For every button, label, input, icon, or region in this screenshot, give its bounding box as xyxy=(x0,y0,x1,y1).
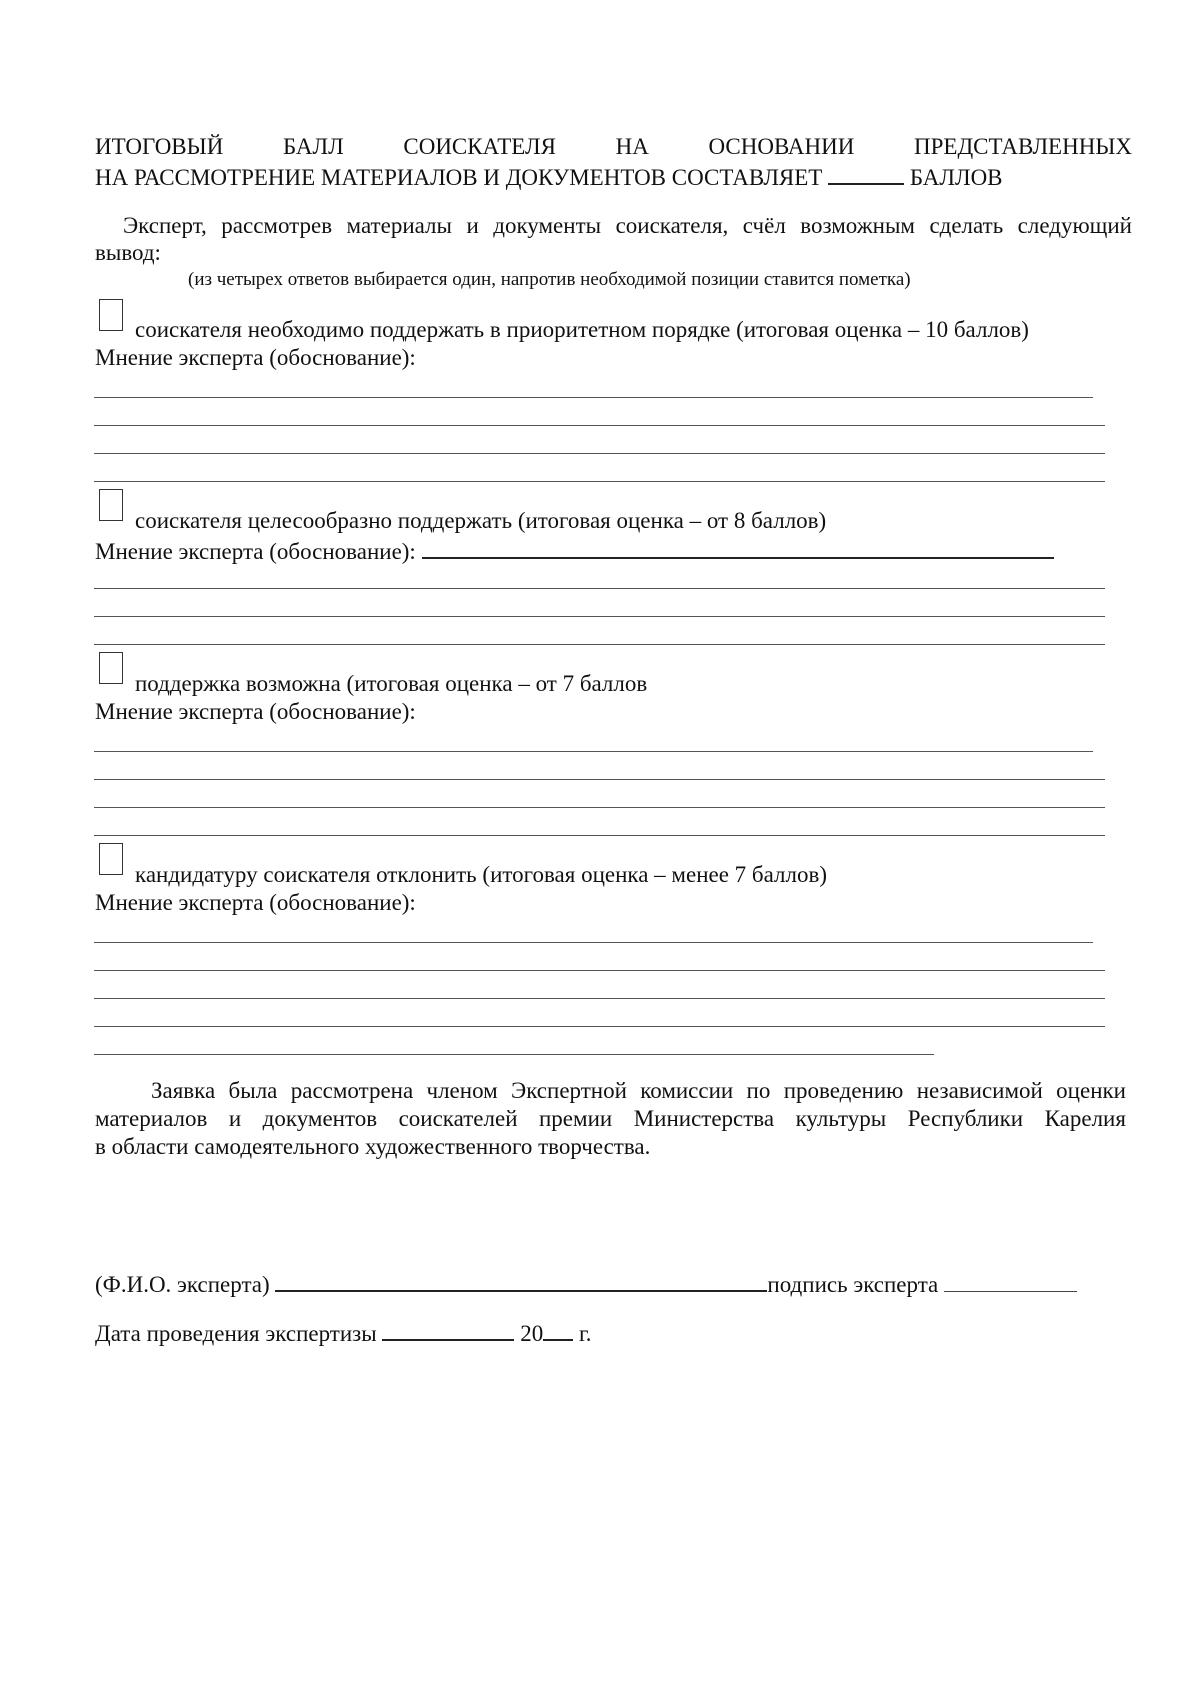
heading-word: ИТОГОВЫЙ xyxy=(95,134,224,159)
expertise-date-label: Дата проведения экспертизы xyxy=(95,1321,377,1346)
option-4-opinion-label: Мнение эксперта (обоснование): xyxy=(95,890,416,915)
option-1-opinion-line[interactable] xyxy=(94,453,1105,454)
option-4-checkbox[interactable] xyxy=(99,843,123,875)
expert-name-label: (Ф.И.О. эксперта) xyxy=(95,1272,270,1297)
option-1-opinion-line[interactable] xyxy=(94,397,1093,398)
final-score-heading-line2 xyxy=(95,161,1003,192)
option-3-opinion-line[interactable] xyxy=(94,835,1105,836)
expertise-date-field[interactable] xyxy=(382,1317,514,1341)
heading-suffix: БАЛЛОВ xyxy=(909,165,1003,190)
year-suffix: г. xyxy=(578,1321,592,1346)
heading-word: ПРЕДСТАВЛЕННЫХ xyxy=(914,134,1132,159)
conclusion-word: и xyxy=(228,1106,242,1131)
conclusion-word: Карелия xyxy=(1044,1106,1126,1131)
conclusion-line1: Заявка была рассмотрена членом Экспертной комиссии по проведению независимой оценки xyxy=(151,1078,1126,1103)
conclusion-word: премии xyxy=(539,1106,613,1131)
heading-word: СОИСКАТЕЛЯ xyxy=(403,134,556,159)
option-1-opinion-line[interactable] xyxy=(94,481,1105,482)
conclusion-word: Республики xyxy=(907,1106,1024,1131)
heading-word: НА xyxy=(615,134,649,159)
conclusion-word: документов xyxy=(262,1106,378,1131)
option-2-opinion-line[interactable] xyxy=(94,616,1105,617)
option-4-opinion-line[interactable] xyxy=(94,998,1105,999)
year-prefix: 20 xyxy=(520,1321,544,1346)
option-1-label: соискателя необходимо поддержать в приоритетном порядке (итоговая оценка – 10 баллов) xyxy=(135,317,1029,342)
option-4-opinion-line[interactable] xyxy=(94,970,1105,971)
heading-word: ОСНОВАНИИ xyxy=(708,134,855,159)
option-3-checkbox[interactable] xyxy=(99,652,123,684)
intro-note: (из четырех ответов выбирается один, напротив необходимой позиции ставится пометка) xyxy=(188,269,911,290)
conclusion-line2 xyxy=(95,1105,1126,1133)
option-3-opinion-label: Мнение эксперта (обоснование): xyxy=(95,699,416,724)
conclusion-word: материалов xyxy=(95,1106,208,1131)
option-4-opinion-line[interactable] xyxy=(94,1026,1105,1027)
intro-line1: Эксперт, рассмотрев материалы и документы соискателя, счёл возможным сделать следующий xyxy=(123,213,1132,238)
conclusion-word: Министерства xyxy=(633,1106,775,1131)
option-2-opinion-label xyxy=(95,535,1054,566)
heading-word: БАЛЛ xyxy=(282,134,344,159)
option-1-opinion-label: Мнение эксперта (обоснование): xyxy=(95,345,416,370)
option-3-opinion-line[interactable] xyxy=(94,779,1105,780)
option-1-checkbox[interactable] xyxy=(99,299,123,331)
intro-line2: вывод: xyxy=(95,240,161,265)
option-2-opinion-label-text: Мнение эксперта (обоснование): xyxy=(95,539,416,564)
option-2-opinion-inline-field[interactable] xyxy=(422,535,1054,559)
option-1-opinion-line[interactable] xyxy=(94,425,1105,426)
expert-signature-field[interactable] xyxy=(944,1269,1077,1292)
option-2-opinion-line[interactable] xyxy=(94,588,1105,589)
conclusion-line3: в области самодеятельного художественного творчества. xyxy=(95,1134,651,1159)
option-4-label: кандидатуру соискателя отклонить (итоговая оценка – менее 7 баллов) xyxy=(135,862,828,887)
option-3-opinion-line[interactable] xyxy=(94,751,1093,752)
expert-name-field[interactable] xyxy=(275,1268,767,1292)
final-score-heading-line1 xyxy=(95,133,1132,161)
option-2-label: соискателя целесообразно поддержать (итоговая оценка – от 8 баллов) xyxy=(135,508,827,533)
option-2-checkbox[interactable] xyxy=(99,489,123,521)
year-field[interactable] xyxy=(543,1317,573,1341)
score-blank-field[interactable] xyxy=(828,161,904,185)
conclusion-word: соискателей xyxy=(398,1106,518,1131)
option-4-opinion-line[interactable] xyxy=(94,1054,934,1055)
heading-prefix: НА РАССМОТРЕНИЕ МАТЕРИАЛОВ И ДОКУМЕНТОВ СОСТАВЛЯЕТ xyxy=(95,165,823,190)
expert-signature-label: подпись эксперта xyxy=(767,1272,939,1297)
expert-name-row xyxy=(95,1268,1077,1299)
option-3-label: поддержка возможна (итоговая оценка – от 7 баллов xyxy=(135,671,648,696)
option-4-opinion-line[interactable] xyxy=(94,942,1093,943)
conclusion-word: культуры xyxy=(795,1106,887,1131)
option-2-opinion-line[interactable] xyxy=(94,644,1105,645)
expertise-date-row xyxy=(95,1317,592,1348)
option-3-opinion-line[interactable] xyxy=(94,807,1105,808)
